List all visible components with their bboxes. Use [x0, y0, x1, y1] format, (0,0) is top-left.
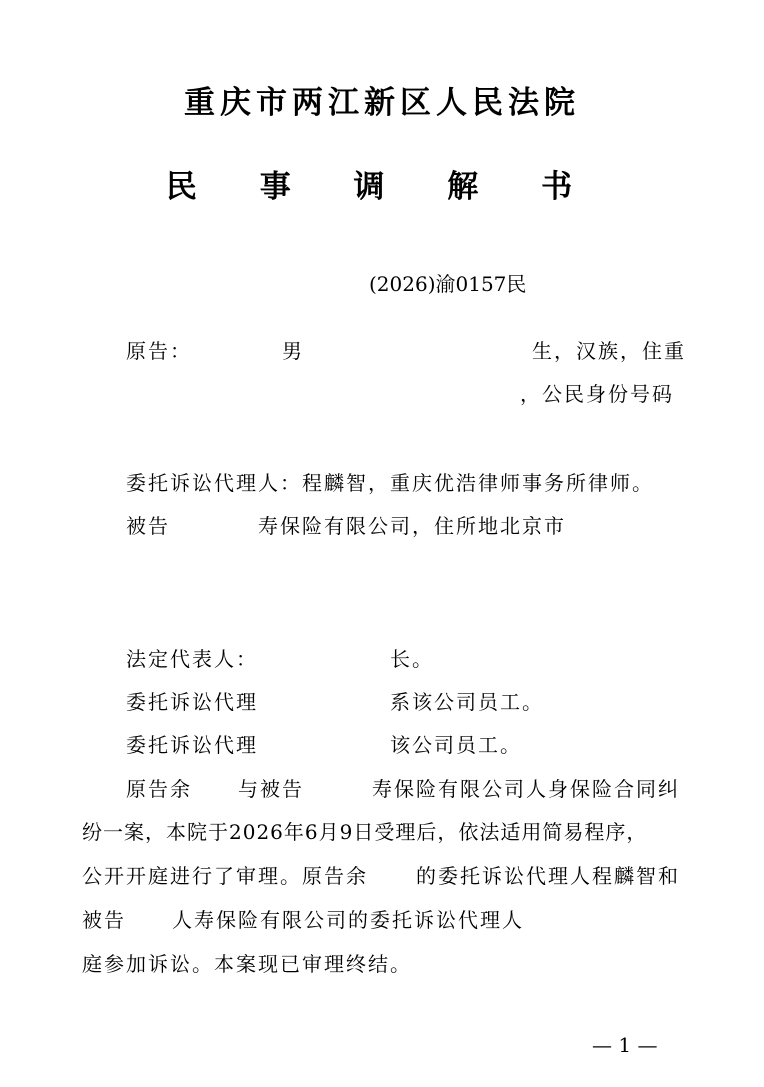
defendant-agent1-label: 委托诉讼代理: [126, 690, 258, 714]
plaintiff-id-text: ，公民身份号码: [520, 382, 674, 406]
plaintiff-birth-ethnicity: 生，汉族，住重: [532, 339, 686, 363]
legal-rep-title: 长。: [390, 647, 434, 671]
body-line5: 庭参加诉讼。本案现已审理终结。: [82, 952, 412, 976]
plaintiff-label: 原告：: [126, 339, 192, 363]
defendant-agent1-info: 系该公司员工。: [390, 690, 544, 714]
body-line3-a: 公开开庭进行了审理。原告余: [82, 864, 368, 888]
body-line4-a: 被告: [82, 908, 126, 932]
legal-rep-label: 法定代表人：: [126, 647, 258, 671]
plaintiff-agent: 委托诉讼代理人：程麟智，重庆优浩律师事务所律师。: [126, 471, 654, 495]
body-line1-a: 原告余: [126, 777, 192, 801]
plaintiff-gender: 男: [282, 339, 304, 363]
case-number: (2026)渝0157民: [369, 272, 527, 296]
page-number: — 1 —: [592, 1033, 658, 1057]
body-line4-b: 人寿保险有限公司的委托诉讼代理人: [172, 908, 524, 932]
defendant-info: 寿保险有限公司，住所地北京市: [258, 514, 566, 538]
body-line1-b: 与被告: [238, 777, 304, 801]
document-type-title: 民 事 调 解 书: [165, 169, 599, 205]
defendant-agent2-info: 该公司员工。: [390, 733, 522, 757]
defendant-agent2-label: 委托诉讼代理: [126, 733, 258, 757]
body-line3-b: 的委托诉讼代理人程麟智和: [416, 864, 680, 888]
court-name: 重庆市两江新区人民法院: [184, 85, 580, 121]
body-line1-c: 寿保险有限公司人身保险合同纠: [372, 777, 680, 801]
defendant-label: 被告: [126, 514, 170, 538]
body-line2: 纷一案，本院于2026年6月9日受理后，依法适用简易程序，: [82, 820, 648, 844]
